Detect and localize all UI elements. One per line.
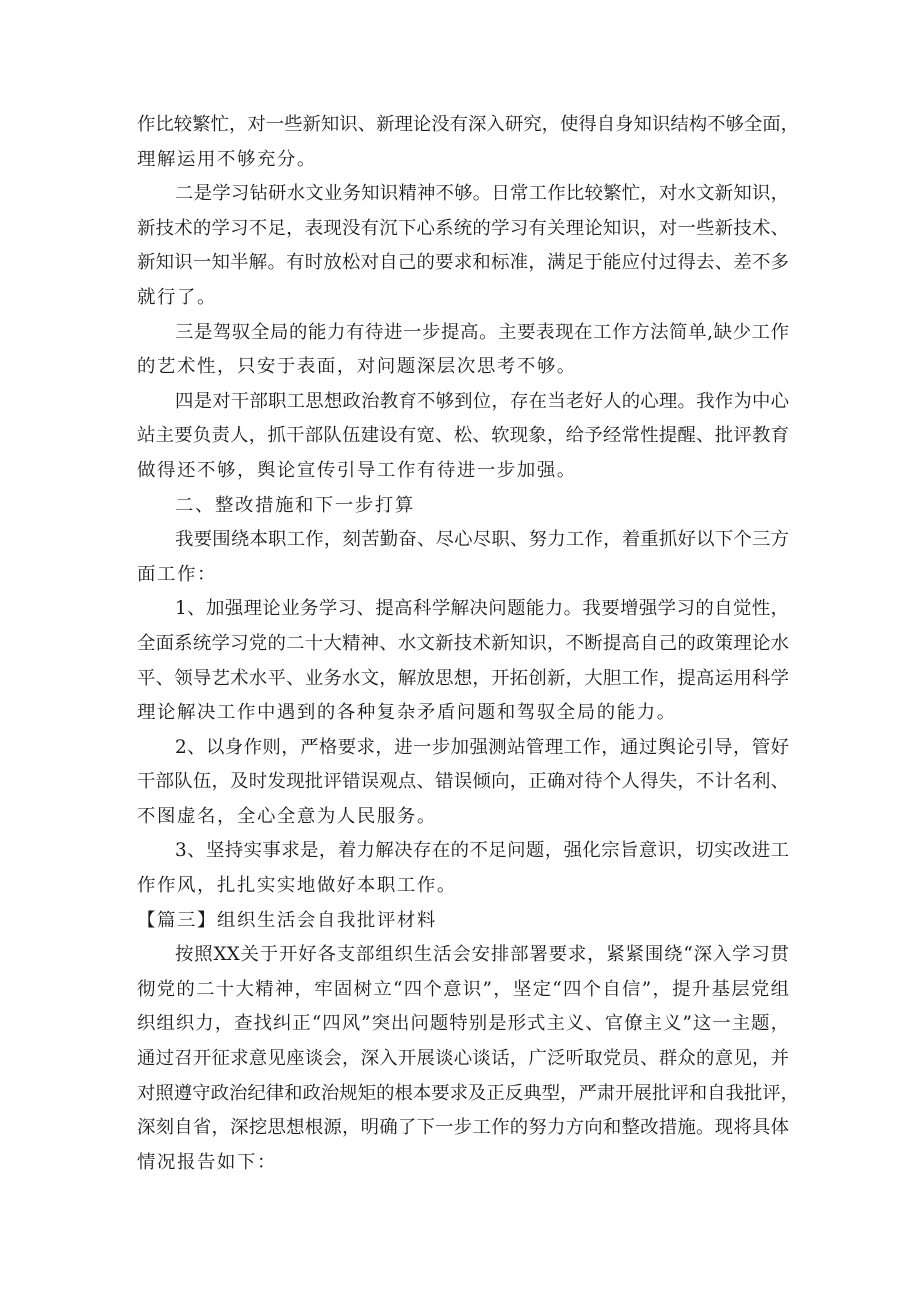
paragraph-start: 我要围绕本职工作，刻苦勤奋、尽心尽职、努力工作，着重抓好以下个三方 (175, 529, 789, 551)
section-heading: 二、整改措施和下一步打算 (175, 494, 415, 516)
text-line: 理解运用不够充分。 (137, 148, 317, 170)
paragraph-start: 按照XX关于开好各支部组织生活会安排部署要求，紧紧围绕“深入学习贯 (175, 944, 789, 966)
paragraph-start: 二是学习钻研水文业务知识精神不够。日常工作比较繁忙，对水文新知识， (175, 183, 789, 205)
text-line: 织组织力，查找纠正“四风”突出问题特别是形式主义、官僚主义”这一主题， (137, 1013, 789, 1035)
body-text (137, 108, 800, 1180)
text-line: 做得还不够，舆论宣传引导工作有待进一步加强。 (137, 459, 577, 481)
chapter-heading: 【篇三】组织生活会自我批评材料 (137, 909, 437, 931)
text-line: 彻党的二十大精神，牢固树立“四个意识”，坚定“四个自信”，提升基层党组 (137, 978, 789, 1000)
text-line: 平、领导艺术水平、业务水文，解放思想，开拓创新，大胆工作，提高运用科学 (137, 667, 789, 689)
paragraph-start: 三是驾驭全局的能力有待进一步提高。主要表现在工作方法简单,缺少工作 (175, 321, 789, 343)
text-line: 通过召开征求意见座谈会，深入开展谈心谈话，广泛听取党员、群众的意见，并 (137, 1048, 789, 1070)
text-line: 全面系统学习党的二十大精神、水文新技术新知识，不断提高自己的政策理论水 (137, 632, 789, 654)
text-line: 新技术的学习不足，表现没有沉下心系统的学习有关理论知识，对一些新技术、 (137, 217, 789, 239)
paragraph-start: 四是对干部职工思想政治教育不够到位，存在当老好人的心理。我作为中心 (175, 390, 789, 412)
text-line: 深刻自省，深挖思想根源，明确了下一步工作的努力方向和整改措施。现将具体 (137, 1117, 789, 1139)
text-line: 不图虚名，全心全意为人民服务。 (137, 805, 437, 827)
text-line: 的艺术性，只安于表面，对问题深层次思考不够。 (137, 356, 577, 378)
text-line: 作作风，扎扎实实地做好本职工作。 (137, 875, 457, 897)
text-line: 面工作： (137, 563, 217, 585)
list-item-start: 2、以身作则，严格要求，进一步加强测站管理工作，通过舆论引导，管好 (175, 736, 789, 758)
text-line: 情况报告如下： (137, 1151, 277, 1173)
text-line: 站主要负责人，抓干部队伍建设有宽、松、软现象，给予经常性提醒、批评教育 (137, 425, 789, 447)
text-line: 对照遵守政治纪律和政治规矩的根本要求及正反典型，严肃开展批评和自我批评， (137, 1082, 800, 1104)
text-line: 理论解决工作中遇到的各种复杂矛盾问题和驾驭全局的能力。 (137, 702, 677, 724)
text-line: 作比较繁忙，对一些新知识、新理论没有深入研究，使得自身知识结构不够全面， (137, 114, 800, 135)
text-line: 新知识一知半解。有时放松对自己的要求和标准，满足于能应付过得去、差不多 (137, 252, 789, 274)
text-line: 就行了。 (137, 286, 217, 308)
text-line: 干部队伍，及时发现批评错误观点、错误倾向，正确对待个人得失，不计名利、 (137, 771, 789, 793)
list-item-start: 1、加强理论业务学习、提高科学解决问题能力。我要增强学习的自觉性， (175, 598, 789, 620)
list-item-start: 3、坚持实事求是，着力解决存在的不足问题，强化宗旨意识，切实改进工 (175, 840, 789, 862)
